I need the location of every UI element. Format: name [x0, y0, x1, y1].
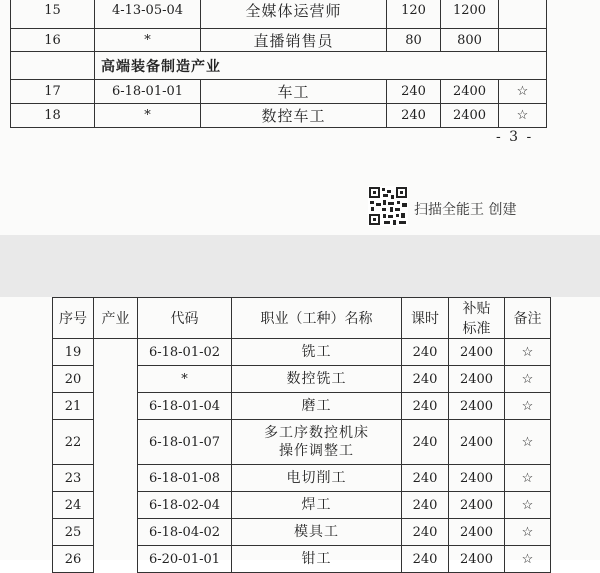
- table-row: [11, 29, 547, 52]
- subsidy-cell: 2400: [449, 492, 505, 519]
- code-cell: *: [95, 29, 201, 52]
- occupation-name-cell: 直播销售员: [201, 29, 387, 52]
- code-cell: *: [138, 366, 232, 393]
- subsidy-cell: 2400: [449, 420, 505, 465]
- hours-cell: 240: [402, 393, 449, 420]
- code-cell: 6-18-01-04: [138, 393, 232, 420]
- header-code: 代码: [138, 298, 232, 339]
- occupation-name-cell: 焊工: [232, 492, 402, 519]
- occupation-name-cell: 铣工: [232, 339, 402, 366]
- header-hours: 课时: [402, 298, 449, 339]
- subsidy-cell: 2400: [441, 104, 499, 128]
- subsidy-cell: 2400: [449, 546, 505, 573]
- seq-cell: 17: [11, 80, 95, 104]
- hours-cell: 240: [402, 420, 449, 465]
- subsidy-cell: 800: [441, 29, 499, 52]
- seq-cell: 24: [53, 492, 94, 519]
- table-row: [53, 339, 551, 366]
- note-cell: ☆: [505, 393, 551, 420]
- qr-code-icon: [368, 186, 408, 226]
- occupation-name-cell: 全媒体运营师: [201, 0, 387, 29]
- scanner-watermark-text: 扫描全能王 创建: [414, 202, 517, 218]
- section-label: 高端装备制造产业: [95, 52, 547, 80]
- occupation-table-page-3: [10, 0, 547, 128]
- hours-cell: 120: [387, 0, 441, 29]
- note-cell: ☆: [499, 80, 547, 104]
- section-row: [11, 52, 547, 80]
- code-cell: *: [95, 104, 201, 128]
- page-separator: [0, 235, 600, 297]
- header-subsidy-line1: 补贴: [462, 301, 491, 317]
- seq-cell: 15: [11, 0, 95, 29]
- table-header-row: [53, 298, 551, 339]
- header-seq: 序号: [53, 298, 94, 339]
- code-cell: 6-18-01-02: [138, 339, 232, 366]
- occupation-name-cell: 钳工: [232, 546, 402, 573]
- occupation-name-cell: 模具工: [232, 519, 402, 546]
- note-cell: [499, 0, 547, 29]
- code-cell: 6-18-01-08: [138, 465, 232, 492]
- subsidy-cell: 2400: [441, 80, 499, 104]
- seq-cell: 18: [11, 104, 95, 128]
- header-occupation-name: 职业（工种）名称: [232, 298, 402, 339]
- hours-cell: 240: [402, 519, 449, 546]
- header-note: 备注: [505, 298, 551, 339]
- hours-cell: 240: [402, 339, 449, 366]
- occupation-name-line2: 操作调整工: [279, 443, 354, 459]
- occupation-name-cell: 数控车工: [201, 104, 387, 128]
- code-cell: 6-18-04-02: [138, 519, 232, 546]
- header-industry: 产业: [94, 298, 138, 339]
- occupation-name-cell: 电切削工: [232, 465, 402, 492]
- code-cell: 6-18-01-07: [138, 420, 232, 465]
- seq-cell: 25: [53, 519, 94, 546]
- note-cell: ☆: [505, 546, 551, 573]
- occupation-name-cell: [232, 420, 402, 465]
- subsidy-cell: 2400: [449, 339, 505, 366]
- seq-cell: 26: [53, 546, 94, 573]
- occupation-table-page-4: [52, 297, 551, 573]
- note-cell: ☆: [505, 339, 551, 366]
- subsidy-cell: 2400: [449, 366, 505, 393]
- table-row: [11, 0, 547, 29]
- hours-cell: 240: [402, 465, 449, 492]
- section-seq-cell: [11, 52, 95, 80]
- hours-cell: 80: [387, 29, 441, 52]
- note-cell: ☆: [505, 492, 551, 519]
- occupation-name-cell: 车工: [201, 80, 387, 104]
- hours-cell: 240: [402, 366, 449, 393]
- note-cell: ☆: [505, 420, 551, 465]
- seq-cell: 16: [11, 29, 95, 52]
- subsidy-cell: 1200: [441, 0, 499, 29]
- note-cell: ☆: [505, 366, 551, 393]
- page-number: - 3 -: [496, 129, 534, 145]
- subsidy-cell: 2400: [449, 393, 505, 420]
- note-cell: [499, 29, 547, 52]
- hours-cell: 240: [402, 492, 449, 519]
- seq-cell: 20: [53, 366, 94, 393]
- document-page-4: [0, 297, 600, 567]
- hours-cell: 240: [402, 546, 449, 573]
- note-cell: ☆: [499, 104, 547, 128]
- seq-cell: 19: [53, 339, 94, 366]
- table-row: [11, 80, 547, 104]
- code-cell: 6-18-02-04: [138, 492, 232, 519]
- header-subsidy-line2: 标准: [462, 321, 491, 337]
- hours-cell: 240: [387, 104, 441, 128]
- note-cell: ☆: [505, 465, 551, 492]
- seq-cell: 21: [53, 393, 94, 420]
- industry-cell: [94, 339, 138, 573]
- code-cell: 4-13-05-04: [95, 0, 201, 29]
- code-cell: 6-18-01-01: [95, 80, 201, 104]
- hours-cell: 240: [387, 80, 441, 104]
- subsidy-cell: 2400: [449, 519, 505, 546]
- document-page-3: [0, 0, 600, 235]
- occupation-name-line1: 多工序数控机床: [264, 425, 369, 441]
- seq-cell: 23: [53, 465, 94, 492]
- code-cell: 6-20-01-01: [138, 546, 232, 573]
- occupation-name-cell: 磨工: [232, 393, 402, 420]
- note-cell: ☆: [505, 519, 551, 546]
- seq-cell: 22: [53, 420, 94, 465]
- occupation-name-cell: 数控铣工: [232, 366, 402, 393]
- table-row: [11, 104, 547, 128]
- header-subsidy: [449, 298, 505, 339]
- subsidy-cell: 2400: [449, 465, 505, 492]
